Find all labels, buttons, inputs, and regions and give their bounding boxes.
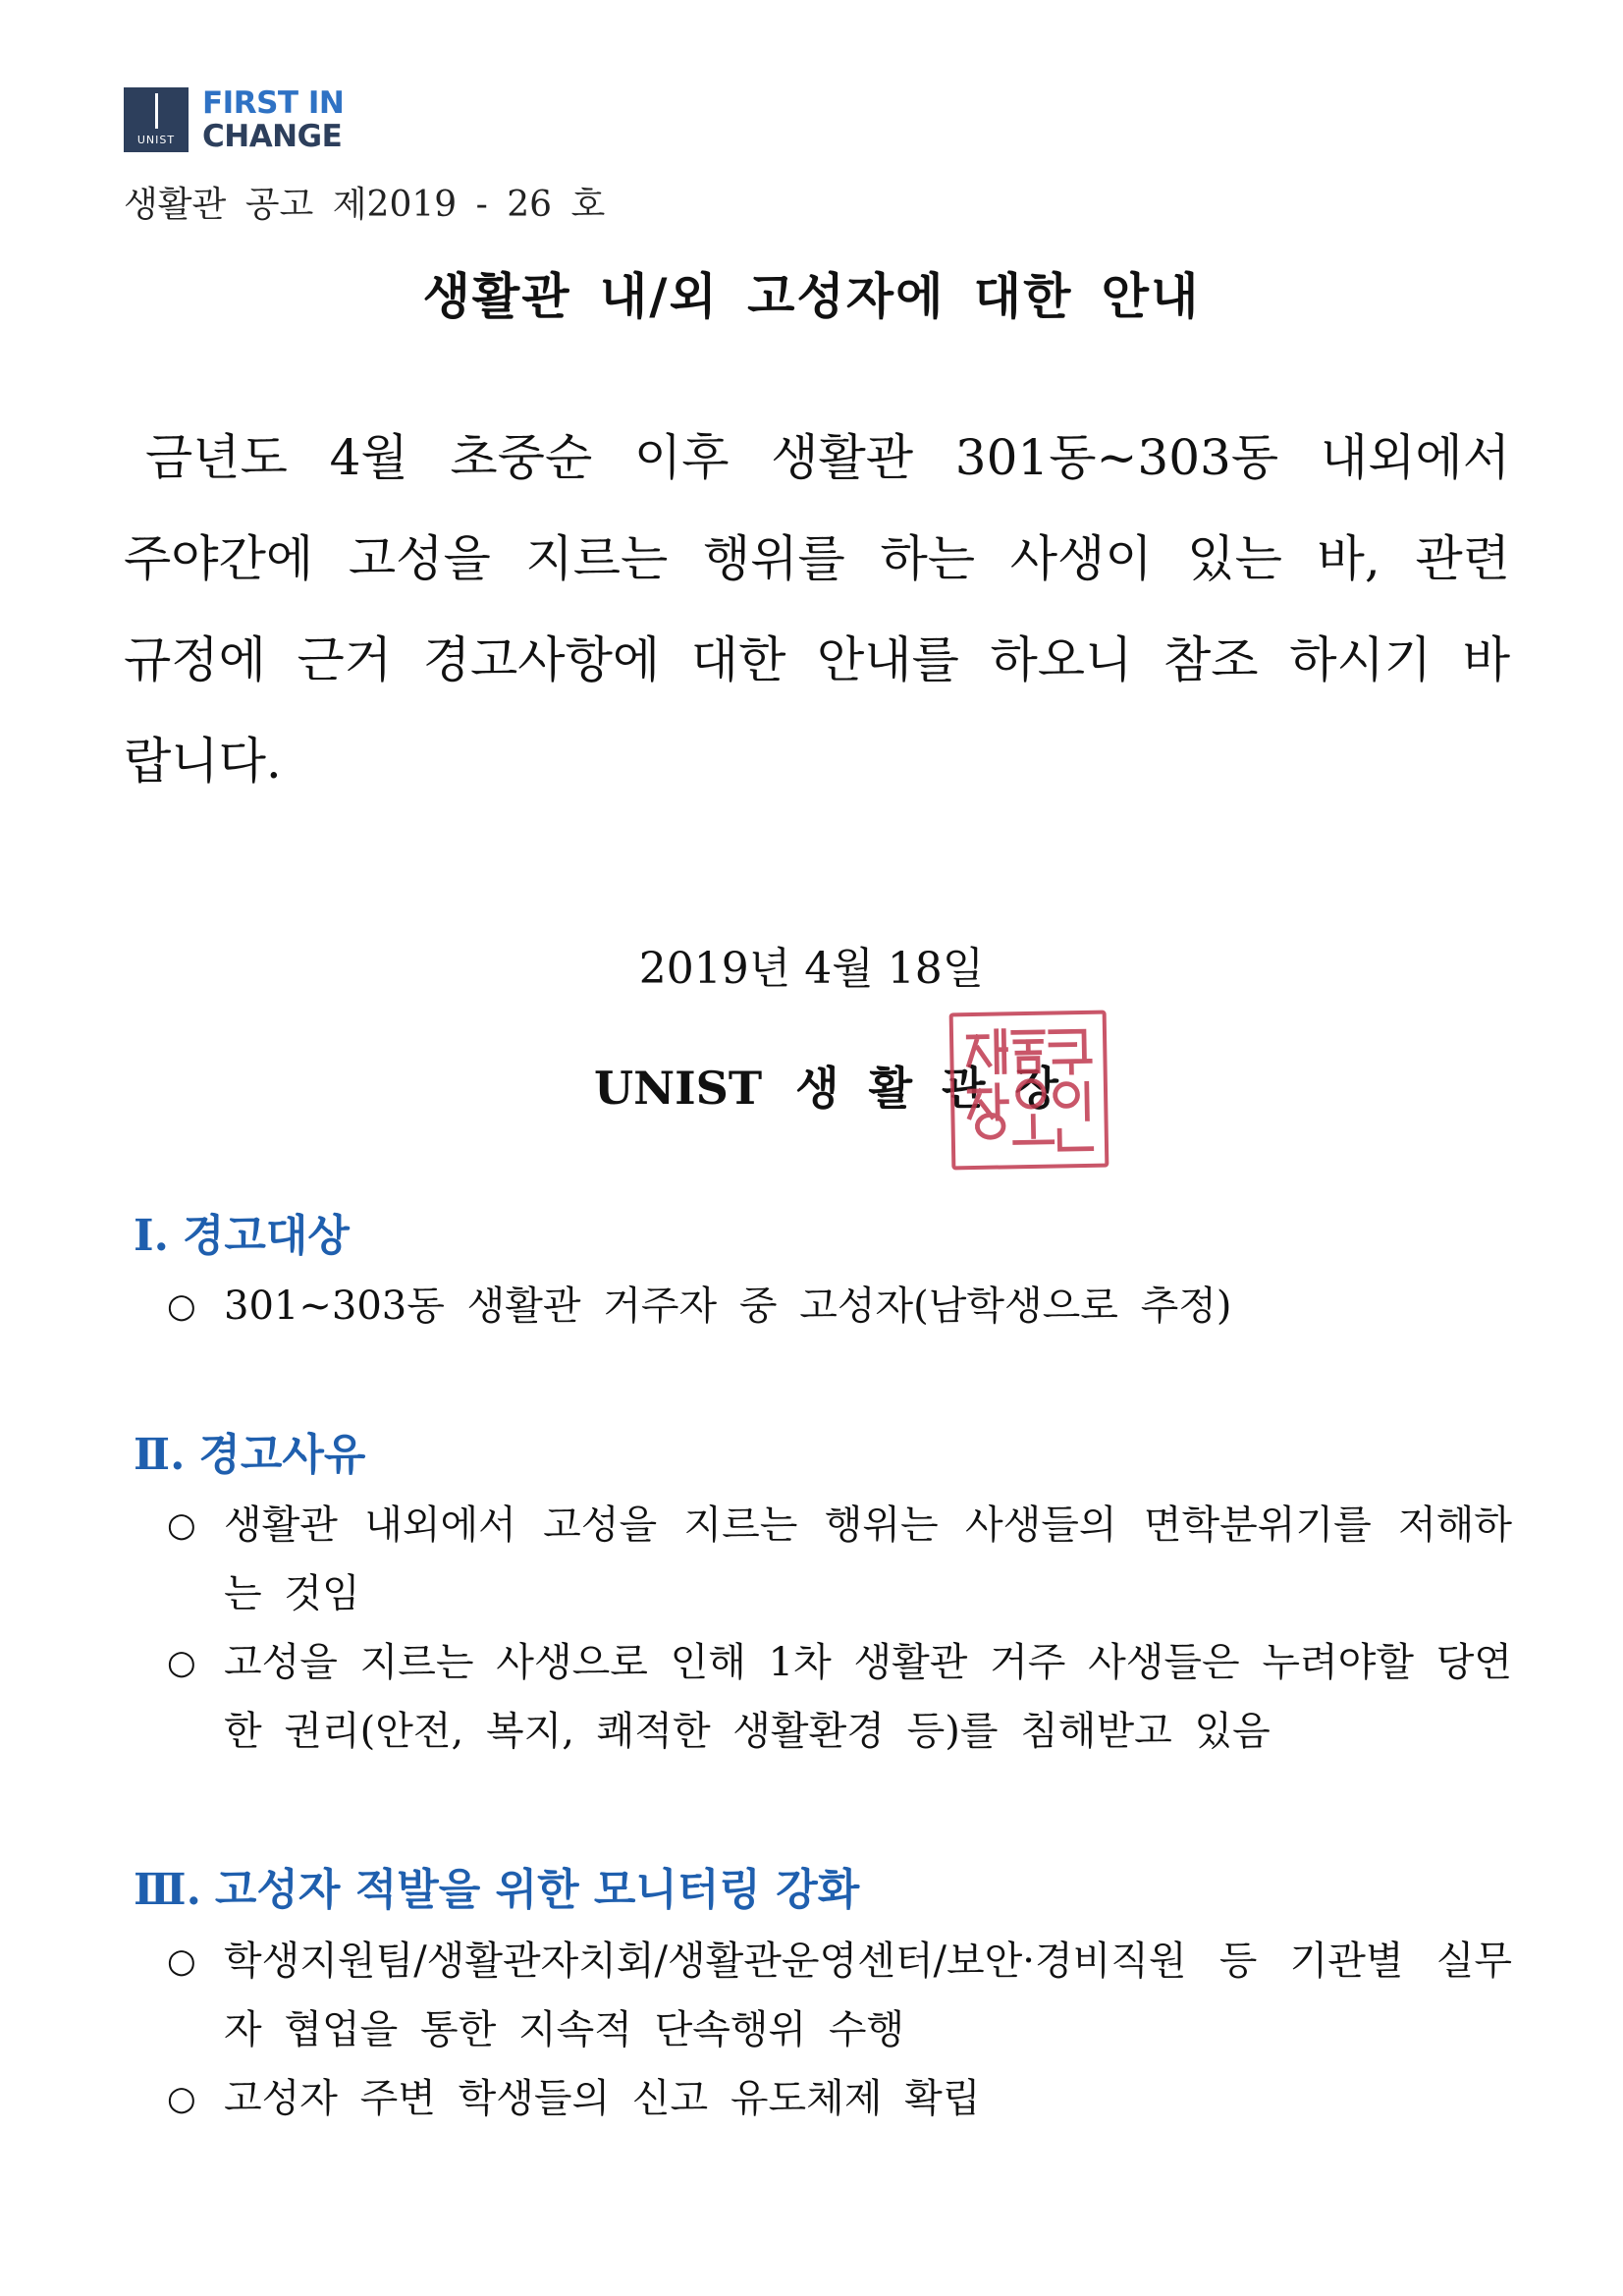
bullet-circle-icon: ○ — [167, 1941, 196, 1981]
list-item — [167, 2064, 1512, 2133]
list-item-text: 301~303동 생활관 거주자 중 고성자(남학생으로 추정) — [224, 1284, 1232, 1329]
intro-paragraph — [124, 408, 1510, 812]
list-item-text: 학생지원팀/생활관자치회/생활관운영센터/보안·경비직원 등 기관별 실무자 협업을 통한 지속적 단속행위 수행 — [224, 1939, 1512, 2052]
section-heading-2 — [134, 1419, 365, 1482]
bullet-circle-icon: ○ — [167, 1643, 196, 1682]
notice-number: 생활관 공고 제2019 - 26 호 — [124, 185, 606, 225]
section-title-2: 경고사유 — [198, 1430, 366, 1480]
official-seal — [949, 1011, 1109, 1171]
section-heading-3 — [134, 1854, 859, 1917]
list-item — [167, 1272, 1512, 1340]
issue-date: 2019년 4월 18일 — [638, 944, 985, 994]
bullet-circle-icon: ○ — [167, 1505, 196, 1545]
bullet-circle-icon: ○ — [167, 1286, 196, 1326]
list-item-text: 고성을 지르는 사생으로 인해 1차 생활관 거주 사생들은 누려야할 당연한 권리(안전, 복지, 쾌적한 생활환경 등)를 침해받고 있음 — [224, 1640, 1512, 1754]
section-title-1: 경고대상 — [182, 1211, 350, 1261]
unist-logo — [124, 86, 344, 153]
logo-slogan — [202, 86, 344, 153]
list-item-text: 생활관 내외에서 고성을 지르는 행위는 사생들의 면학분위기를 저해하는 것임 — [224, 1503, 1512, 1616]
section-number-1: Ⅰ. — [134, 1211, 169, 1261]
section-heading-1 — [134, 1200, 350, 1263]
list-item — [167, 1927, 1512, 2064]
list-item — [167, 1491, 1512, 1628]
logo-slogan-line2: CHANGE — [202, 119, 343, 154]
list-item-text: 고성자 주변 학생들의 신고 유도체제 확립 — [224, 2076, 981, 2121]
list-item — [167, 1628, 1512, 1766]
document-title: 생활관 내/외 고성자에 대한 안내 — [422, 268, 1201, 325]
logo-slogan-line1: FIRST IN — [202, 85, 345, 121]
issuer-org: UNIST — [594, 1062, 763, 1115]
section-number-3: Ⅲ. — [134, 1865, 201, 1915]
seal-graphic — [953, 1014, 1106, 1167]
section-title-3: 고성자 적발을 위한 모니터링 강화 — [214, 1865, 860, 1915]
issuer-title: 생활관장 — [795, 1062, 1088, 1115]
unist-logo-mark — [124, 87, 189, 152]
logo-mark-text: UNIST — [136, 134, 176, 146]
section-number-2: Ⅱ. — [134, 1430, 186, 1480]
bullet-circle-icon: ○ — [167, 2079, 196, 2118]
intro-text: 금년도 4월 초중순 이후 생활관 301동~303동 내외에서 주야간에 고성을 지르는 행위를 하는 사생이 있는 바, 관련 규정에 근거 경고사항에 대한 안내를 하오니 참조 하시기 바랍니다. — [124, 429, 1510, 790]
